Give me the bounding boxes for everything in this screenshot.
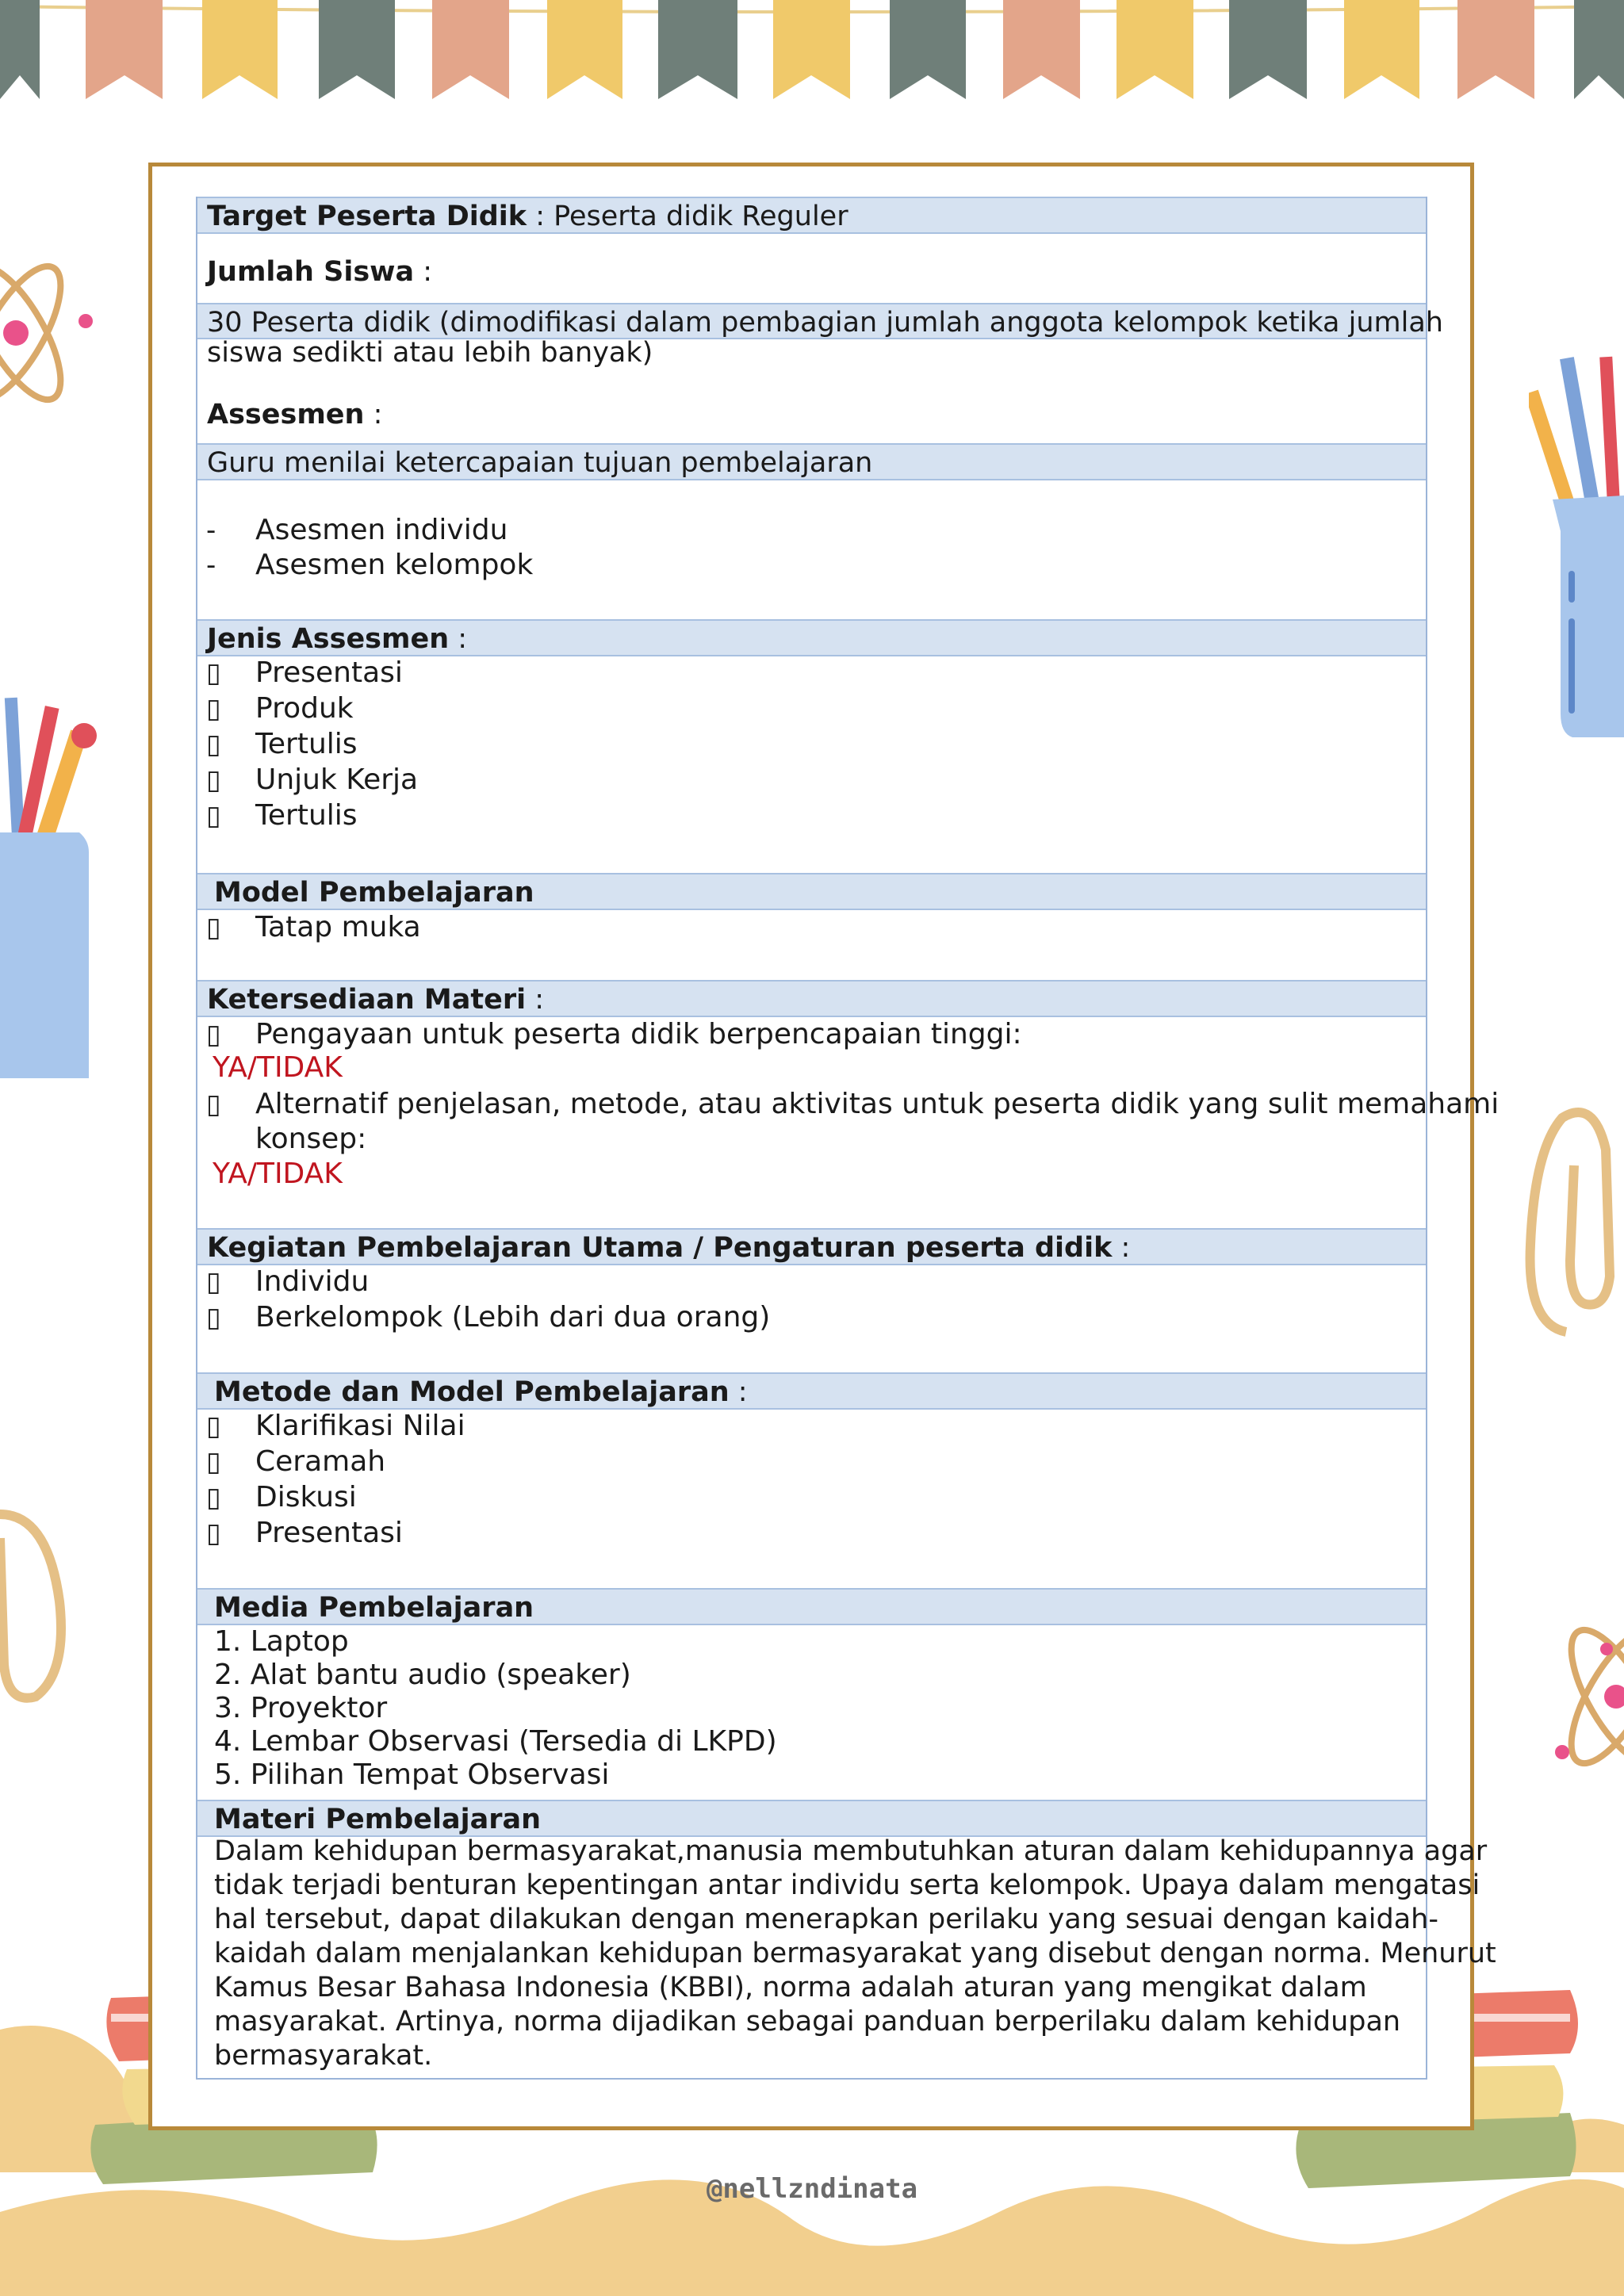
media-item: 5. Pilihan Tempat Observasi <box>214 1758 610 1791</box>
checkbox-icon[interactable]: ▯ <box>206 1089 221 1120</box>
list-item-label: Asesmen individu <box>255 514 508 546</box>
media-item: 2. Alat bantu audio (speaker) <box>214 1659 631 1691</box>
media-label: Media Pembelajaran <box>214 1592 534 1624</box>
checkbox-icon[interactable]: ▯ <box>206 1019 221 1050</box>
checkbox-item-label: Tatap muka <box>255 911 421 943</box>
checkbox-icon[interactable]: ▯ <box>206 1302 221 1334</box>
materi-label: Materi Pembelajaran <box>214 1804 542 1835</box>
media-label-row <box>197 1588 1426 1625</box>
metode-label: Metode dan Model Pembelajaran <box>214 1376 730 1408</box>
ketersediaan-colon: : <box>534 984 545 1016</box>
paperclip-icon <box>0 1490 79 1712</box>
assesmen-colon: : <box>373 399 383 430</box>
checkbox-icon[interactable]: ▯ <box>206 1266 221 1298</box>
jenis-colon: : <box>458 623 468 655</box>
media-item: 3. Proyektor <box>214 1692 388 1724</box>
checkbox-item-label: Individu <box>255 1265 370 1298</box>
paragraph-line: tidak terjadi benturan kepentingan antar individu serta kelompok. Upaya dalam mengatasi <box>214 1869 1480 1901</box>
model-label: Model Pembelajaran <box>214 877 534 909</box>
jumlah-line1: 30 Peserta didik (dimodifikasi dalam pembagian jumlah anggota kelompok ketika jumlah <box>197 303 1426 339</box>
jumlah-label: Jumlah Siswa <box>207 256 415 288</box>
checkbox-icon[interactable]: ▯ <box>206 1482 221 1513</box>
checkbox-item-label: Ceramah <box>255 1445 386 1478</box>
checkbox-item-label: Presentasi <box>255 656 403 689</box>
materi-label-row <box>197 1800 1426 1837</box>
pencil-cup-icon <box>1529 341 1624 737</box>
list-item-label: Asesmen kelompok <box>255 549 534 581</box>
checkbox-icon[interactable]: ▯ <box>206 764 221 796</box>
media-item: 4. Lembar Observasi (Tersedia di LKPD) <box>214 1725 777 1758</box>
jumlah-colon: : <box>423 256 433 288</box>
checkbox-icon[interactable]: ▯ <box>206 1446 221 1478</box>
atom-icon <box>1529 1609 1624 1800</box>
bunting-decoration <box>0 0 1624 111</box>
checkbox-icon[interactable]: ▯ <box>206 693 221 725</box>
dash-bullet: - <box>206 549 216 581</box>
jenis-label-row <box>197 619 1426 656</box>
model-label-row <box>197 873 1426 910</box>
author-credit: @nellzndinata <box>706 2173 918 2205</box>
paragraph-line: Dalam kehidupan bermasyarakat,manusia membutuhkan aturan dalam kehidupannya agar <box>214 1835 1488 1867</box>
kegiatan-colon: : <box>1120 1232 1131 1264</box>
paragraph-line: masyarakat. Artinya, norma dijadikan sebagai panduan berperilaku dalam kehidupan <box>214 2006 1401 2038</box>
checkbox-icon[interactable]: ▯ <box>206 800 221 832</box>
checkbox-icon[interactable]: ▯ <box>206 1410 221 1442</box>
answer-text: YA/TIDAK <box>213 1158 343 1190</box>
checkbox-item-label: Unjuk Kerja <box>255 763 419 796</box>
checkbox-item-label: Presentasi <box>255 1517 403 1549</box>
checkbox-icon[interactable]: ▯ <box>206 657 221 689</box>
ketersediaan-label: Ketersediaan Materi <box>207 984 527 1016</box>
target-label: Target Peserta Didik <box>207 201 527 232</box>
atom-icon <box>0 230 103 436</box>
kegiatan-label-row <box>197 1228 1426 1265</box>
checkbox-item-label: Pengayaan untuk peserta didik berpencapaian tinggi: <box>255 1018 1022 1050</box>
checkbox-item-label: Tertulis <box>255 728 358 760</box>
checkbox-icon[interactable]: ▯ <box>206 912 221 943</box>
target-value: : Peserta didik Reguler <box>535 201 848 232</box>
kegiatan-label: Kegiatan Pembelajaran Utama / Pengaturan peserta didik <box>207 1232 1113 1264</box>
checkbox-item-label: Alternatif penjelasan, metode, atau aktivitas untuk peserta didik yang sulit memahami <box>255 1088 1500 1120</box>
checkbox-item-label-cont: konsep: <box>255 1123 367 1155</box>
metode-colon: : <box>737 1376 748 1408</box>
assesmen-label: Assesmen <box>207 399 365 430</box>
metode-label-row <box>197 1372 1426 1410</box>
checkbox-item-label: Berkelompok (Lebih dari dua orang) <box>255 1301 771 1334</box>
jenis-label: Jenis Assesmen <box>207 623 450 655</box>
jumlah-label-row <box>197 254 1435 290</box>
paragraph-line: kaidah dalam menjalankan kehidupan bermasyarakat yang disebut dengan norma. Menurut <box>214 1938 1496 1969</box>
jumlah-line2: siswa sedikti atau lebih banyak) <box>207 337 653 369</box>
answer-text: YA/TIDAK <box>213 1051 343 1084</box>
paragraph-line: bermasyarakat. <box>214 2040 433 2072</box>
ketersediaan-label-row <box>197 980 1426 1017</box>
checkbox-item-label: Tertulis <box>255 799 358 832</box>
pencil-cup-icon <box>0 674 103 1078</box>
document-content <box>196 197 1500 2080</box>
media-item: 1. Laptop <box>214 1625 349 1658</box>
checkbox-icon[interactable]: ▯ <box>206 729 221 760</box>
paperclip-icon <box>1519 1102 1624 1340</box>
checkbox-icon[interactable]: ▯ <box>206 1517 221 1549</box>
materi-paragraph <box>214 1835 1496 2073</box>
checkbox-item-label: Diskusi <box>255 1481 357 1513</box>
checkbox-item-label: Klarifikasi Nilai <box>255 1410 465 1442</box>
paragraph-line: Kamus Besar Bahasa Indonesia (KBBI), norma adalah aturan yang mengikat dalam <box>214 1972 1367 2003</box>
assesmen-desc: Guru menilai ketercapaian tujuan pembelajaran <box>197 443 1426 480</box>
dash-bullet: - <box>206 515 216 546</box>
paragraph-line: hal tersebut, dapat dilakukan dengan menerapkan perilaku yang sesuai dengan kaidah- <box>214 1904 1438 1935</box>
assesmen-label-row <box>197 396 1435 433</box>
target-row <box>197 197 1426 234</box>
checkbox-item-label: Produk <box>255 692 354 725</box>
